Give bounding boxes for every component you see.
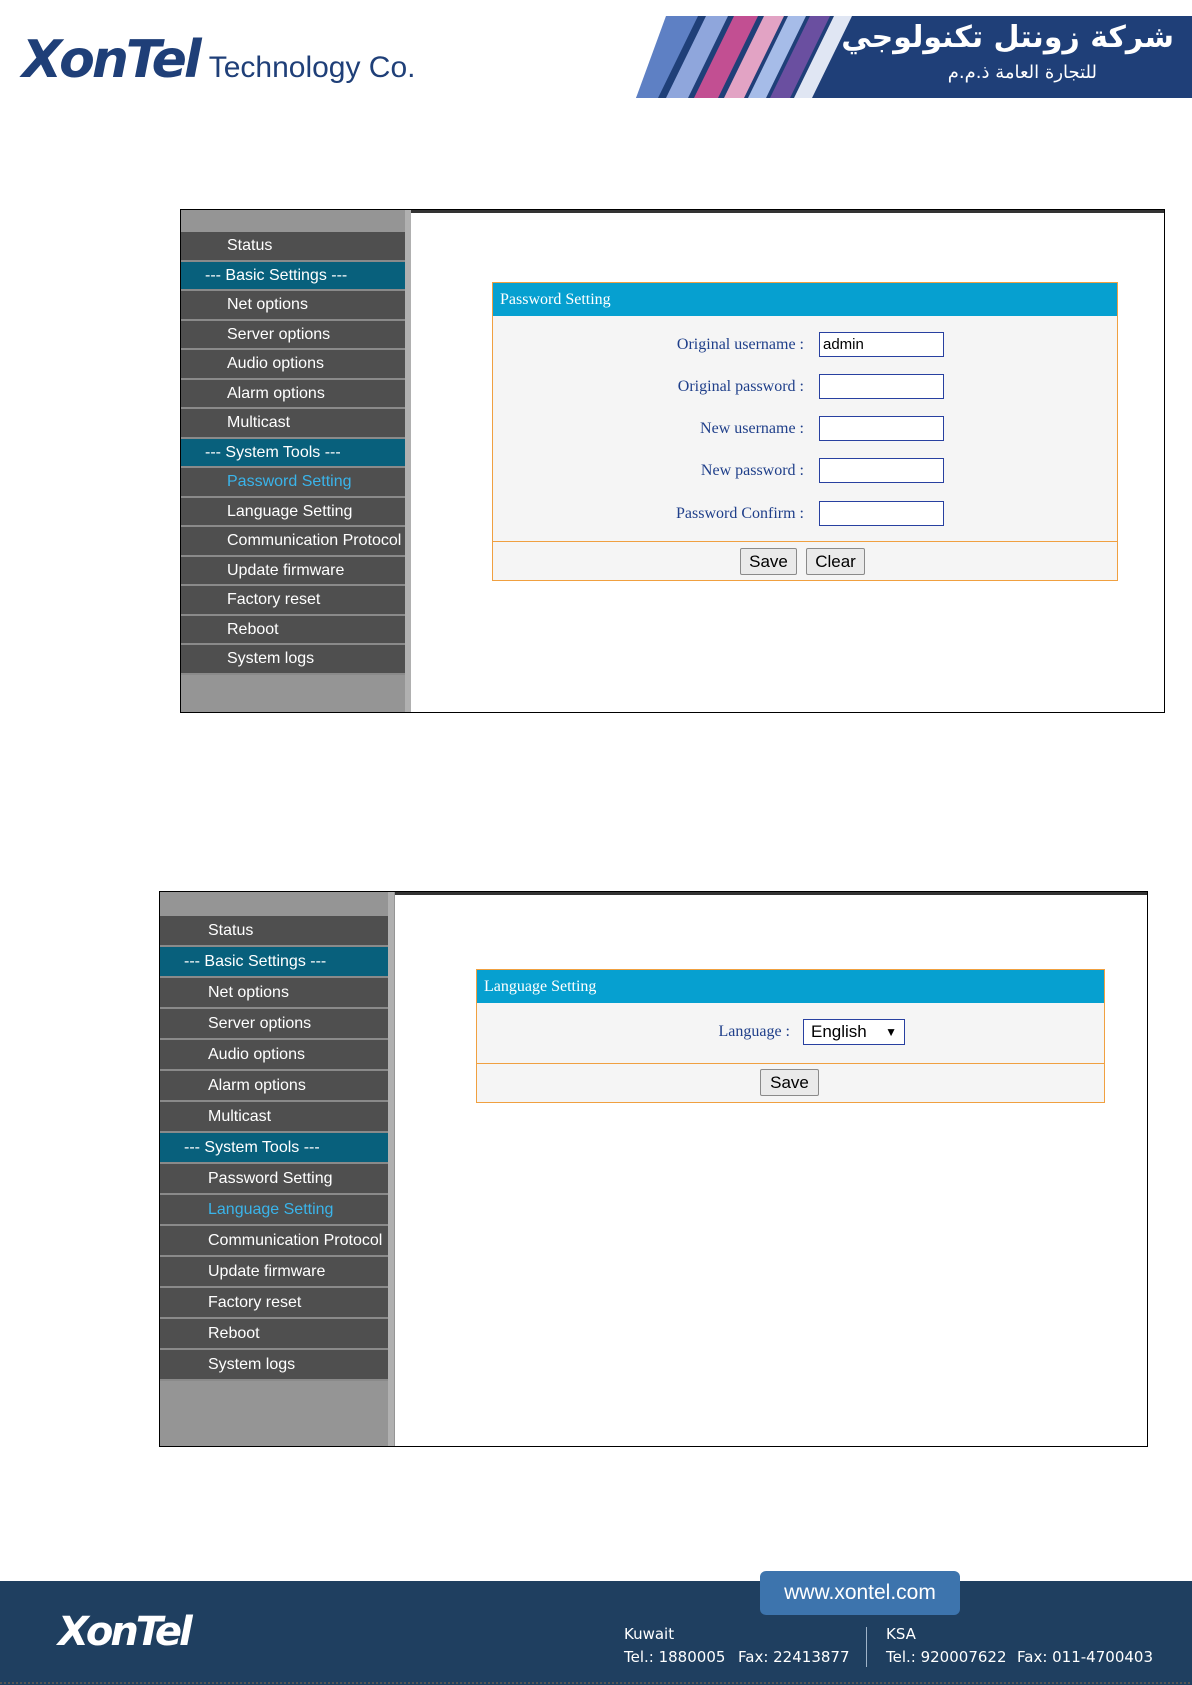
sidebar-item-communication-protocol[interactable]: Communication Protocol — [160, 1226, 388, 1257]
field-row-original-password — [493, 374, 1117, 400]
original-username-label: Original username : — [676, 336, 804, 353]
sidebar-item-factory-reset[interactable]: Factory reset — [181, 586, 405, 616]
sidebar-item-reboot[interactable]: Reboot — [181, 616, 405, 646]
logo-tagline: Technology Co. — [208, 51, 416, 84]
sidebar-item-alarm-options[interactable]: Alarm options — [160, 1071, 388, 1102]
ksa-label: KSA — [886, 1625, 916, 1643]
sidebar-item-update-firmware[interactable]: Update firmware — [160, 1257, 388, 1288]
sidebar-nav — [181, 232, 405, 675]
sidebar-header-basic-settings: --- Basic Settings --- — [160, 947, 388, 978]
sidebar-item-reboot[interactable]: Reboot — [160, 1319, 388, 1350]
language-label: Language : — [718, 1023, 790, 1040]
sidebar-item-communication-protocol[interactable]: Communication Protocol — [181, 527, 405, 557]
sidebar-item-net-options[interactable]: Net options — [160, 978, 388, 1009]
sidebar-gutter — [405, 210, 411, 712]
sidebar-item-password-setting[interactable]: Password Setting — [181, 468, 405, 498]
sidebar — [160, 892, 395, 1446]
language-setting-screenshot — [159, 891, 1148, 1447]
save-button[interactable]: Save — [740, 548, 797, 575]
original-username-input[interactable]: admin — [819, 332, 944, 357]
sidebar-item-audio-options[interactable]: Audio options — [160, 1040, 388, 1071]
footer-logo: XonTel — [58, 1609, 190, 1655]
password-setting-screenshot — [180, 209, 1165, 713]
field-row-new-username — [493, 416, 1117, 442]
bottom-dotted-line — [0, 1682, 1192, 1684]
original-password-label: Original password : — [677, 378, 804, 395]
sidebar-item-language-setting[interactable]: Language Setting — [181, 498, 405, 528]
footer — [0, 1581, 1192, 1685]
chevron-down-icon: ▼ — [885, 1025, 897, 1039]
password-setting-panel — [492, 282, 1118, 581]
new-username-input[interactable] — [819, 416, 944, 441]
field-row-original-username — [493, 332, 1117, 358]
arabic-banner — [636, 16, 1192, 98]
clear-button[interactable]: Clear — [806, 548, 865, 575]
sidebar-item-server-options[interactable]: Server options — [160, 1009, 388, 1040]
sidebar-item-server-options[interactable]: Server options — [181, 321, 405, 351]
sidebar-gutter — [388, 892, 394, 1446]
language-select[interactable] — [803, 1019, 905, 1045]
panel-divider — [493, 541, 1117, 542]
sidebar — [181, 210, 411, 712]
panel-divider — [477, 1063, 1104, 1064]
sidebar-header-system-tools: --- System Tools --- — [181, 439, 405, 469]
sidebar-item-language-setting[interactable]: Language Setting — [160, 1195, 388, 1226]
arabic-company-subtitle: للتجارة العامة ذ.م.م — [947, 62, 1097, 83]
sidebar-header-basic-settings: --- Basic Settings --- — [181, 262, 405, 292]
xontel-logo — [22, 30, 416, 90]
sidebar-item-audio-options[interactable]: Audio options — [181, 350, 405, 380]
kuwait-tel: Tel.: 1880005 — [624, 1648, 726, 1666]
sidebar-item-factory-reset[interactable]: Factory reset — [160, 1288, 388, 1319]
password-confirm-label: Password Confirm : — [676, 505, 804, 522]
language-selected-value: English — [811, 1022, 867, 1041]
field-row-password-confirm — [493, 501, 1117, 527]
website-link[interactable]: www.xontel.com — [760, 1571, 960, 1615]
sidebar-item-net-options[interactable]: Net options — [181, 291, 405, 321]
kuwait-fax: Fax: 22413877 — [738, 1648, 850, 1666]
original-password-input[interactable] — [819, 374, 944, 399]
new-username-label: New username : — [700, 420, 804, 437]
sidebar-item-password-setting[interactable]: Password Setting — [160, 1164, 388, 1195]
language-setting-panel — [476, 969, 1105, 1103]
sidebar-header-system-tools: --- System Tools --- — [160, 1133, 388, 1164]
ksa-tel: Tel.: 920007622 — [886, 1648, 1007, 1666]
new-password-label: New password : — [700, 462, 804, 479]
sidebar-item-multicast[interactable]: Multicast — [181, 409, 405, 439]
panel-title: Password Setting — [493, 283, 1117, 316]
new-password-input[interactable] — [819, 458, 944, 483]
sidebar-item-system-logs[interactable]: System logs — [181, 645, 405, 675]
kuwait-label: Kuwait — [624, 1625, 675, 1643]
panel-title: Language Setting — [477, 970, 1104, 1003]
save-button[interactable]: Save — [760, 1069, 819, 1096]
sidebar-item-system-logs[interactable]: System logs — [160, 1350, 388, 1381]
field-row-language — [477, 1019, 1104, 1045]
sidebar-item-update-firmware[interactable]: Update firmware — [181, 557, 405, 587]
arabic-company-name: شركة زونتل تكنولوجي — [841, 20, 1174, 55]
sidebar-item-status[interactable]: Status — [160, 916, 388, 947]
sidebar-nav — [160, 916, 388, 1381]
ksa-fax: Fax: 011-4700403 — [1017, 1648, 1153, 1666]
field-row-new-password — [493, 458, 1117, 484]
footer-separator — [866, 1627, 867, 1667]
sidebar-item-alarm-options[interactable]: Alarm options — [181, 380, 405, 410]
sidebar-item-status[interactable]: Status — [181, 232, 405, 262]
sidebar-item-multicast[interactable]: Multicast — [160, 1102, 388, 1133]
logo-wordmark: XonTel — [22, 30, 199, 90]
password-confirm-input[interactable] — [819, 501, 944, 526]
